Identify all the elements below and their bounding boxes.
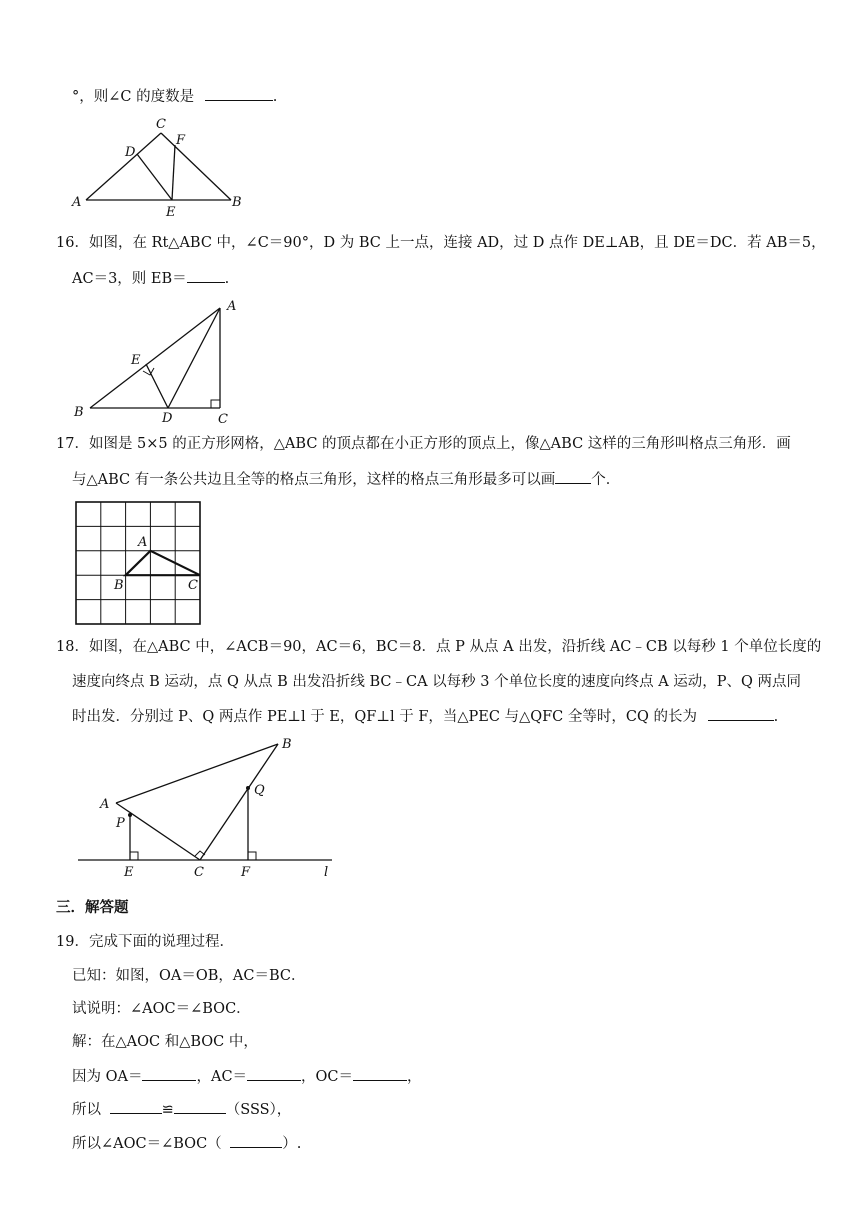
q15-end: . (272, 89, 278, 105)
q19-because-line (72, 1066, 422, 1087)
q17-triangle-abc (126, 551, 200, 575)
q19-blank-reason[interactable] (230, 1133, 282, 1148)
q15-label-f: F (176, 133, 186, 148)
q18-point-p (128, 813, 132, 817)
q19-so1-line (72, 1099, 291, 1120)
q18-label-e: E (124, 865, 134, 880)
q18-label-p: P (116, 816, 125, 831)
q17-end: 个． (591, 472, 621, 488)
q16-diagram (70, 296, 250, 426)
q19-because-text-2: ，AC＝ (196, 1069, 248, 1085)
q18-label-q: Q (254, 783, 265, 798)
q19-because-text-3: ，OC＝ (301, 1069, 354, 1085)
q16-label-d: D (162, 411, 173, 426)
q18-line3 (72, 706, 778, 727)
q17-answer-blank[interactable] (555, 469, 591, 484)
q19-because-text-1: 因为 OA＝ (72, 1069, 143, 1085)
q18-label-f: F (241, 865, 251, 880)
q19-known: 已知：如图，OA＝OB，AC＝BC． (72, 968, 306, 984)
q19-blank-tri2[interactable] (174, 1099, 226, 1114)
q18-label-c: C (194, 865, 204, 880)
q19-blank-oc[interactable] (353, 1066, 407, 1081)
q17-line2 (72, 469, 620, 490)
q16-label-e: E (131, 353, 141, 368)
q18-end: . (773, 709, 779, 725)
section-heading: 三．解答题 (56, 899, 129, 916)
q17-label-b: B (114, 578, 124, 593)
q15-answer-blank[interactable] (205, 86, 273, 101)
q16-end: . (224, 271, 230, 287)
q19-so1-end: （SSS）， (225, 1102, 292, 1118)
q19-so1-text: 所以 (72, 1102, 101, 1118)
q17-line2-text: 与△ABC 有一条公共边且全等的格点三角形，这样的格点三角形最多可以画 (72, 472, 556, 488)
q16-label-b: B (74, 405, 84, 420)
q18-figure (74, 730, 344, 882)
q19-congruent-sign: ≌ (161, 1102, 174, 1118)
q18-answer-blank[interactable] (708, 706, 774, 721)
q19-so2-line (72, 1133, 301, 1154)
q16-answer-blank[interactable] (187, 268, 225, 283)
q16-line2-text: AC＝3，则 EB＝ (72, 271, 187, 287)
q17-figure (74, 500, 204, 628)
q16-figure (70, 296, 250, 426)
q17-line1: 17．如图是 5×5 的正方形网格，△ABC 的顶点都在小正方形的顶点上，像△ABC 这样的三角形叫格点三角形．画 (56, 436, 791, 452)
q19-prove: 试说明：∠AOC＝∠BOC． (72, 1001, 251, 1017)
q19-so2-end: ）. (282, 1136, 302, 1152)
q18-diagram (74, 730, 344, 882)
q15-figure (68, 112, 258, 220)
q15-label-d: D (125, 145, 136, 160)
q17-grid-diagram (74, 500, 204, 628)
q18-label-l: l (324, 865, 329, 880)
q19-blank-oa[interactable] (142, 1066, 196, 1081)
q18-point-q (246, 786, 250, 790)
q15-label-b: B (232, 195, 242, 210)
q18-line1: 18．如图，在△ABC 中，∠ACB＝90，AC＝6，BC＝8．点 P 从点 A 出发，沿折线 AC﹣CB 以每秒 1 个单位长度的 (56, 639, 822, 655)
q15-label-c: C (156, 117, 166, 132)
q17-label-a: A (138, 535, 148, 550)
q18-line3-text: 时出发．分别过 P、Q 两点作 PE⊥l 于 E，QF⊥l 于 F，当△PEC 与△QFC 全等时，CQ 的长为 (72, 709, 697, 725)
q19-because-text-4: ， (407, 1069, 422, 1085)
q19-solution: 解：在△AOC 和△BOC 中， (72, 1034, 258, 1050)
q16-line1: 16．如图，在 Rt△ABC 中，∠C＝90°，D 为 BC 上一点，连接 AD，过 D 点作 DE⊥AB，且 DE＝DC．若 AB＝5， (56, 235, 826, 251)
q15-diagram (68, 112, 258, 220)
q18-line2: 速度向终点 B 运动，点 Q 从点 B 出发沿折线 BC﹣CA 以每秒 3 个单位长度的速度向终点 A 运动，P、Q 两点同 (72, 674, 802, 690)
q16-line2 (72, 268, 229, 289)
q15-label-a: A (72, 195, 82, 210)
q15-text (72, 86, 277, 107)
q15-label-e: E (166, 205, 176, 220)
q17-label-c: C (188, 578, 198, 593)
q16-label-c: C (218, 412, 228, 426)
q19-title: 19．完成下面的说理过程． (56, 934, 234, 950)
q16-label-a: A (227, 299, 237, 314)
q18-label-a: A (100, 797, 110, 812)
q18-label-b: B (282, 737, 292, 752)
q15-tail: °，则∠C 的度数是 (72, 89, 195, 105)
q19-blank-ac[interactable] (247, 1066, 301, 1081)
q19-blank-tri1[interactable] (110, 1099, 162, 1114)
q19-so2-text: 所以∠AOC＝∠BOC（ (72, 1136, 222, 1152)
